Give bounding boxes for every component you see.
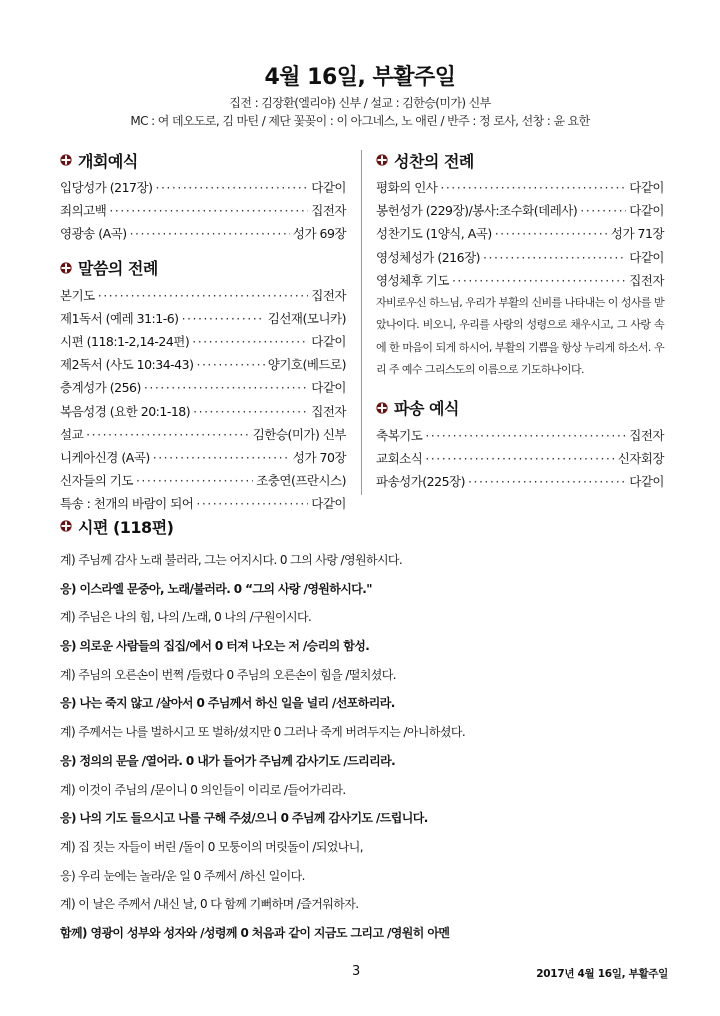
service-item-label: 영성체성가 (216장)	[376, 249, 481, 265]
credits-line-celebrant: 집전 : 김장환(엘리야) 신부 / 설교 : 김한승(미가) 신부	[229, 96, 491, 110]
service-item-label: 시편 (118:1-2,14-24편)	[60, 333, 190, 349]
service-item	[60, 423, 346, 446]
service-item-value: 집전자	[311, 203, 346, 219]
service-item	[376, 269, 664, 292]
service-item-value: 다같이	[629, 474, 664, 490]
service-item	[376, 176, 664, 199]
service-item-value: 집전자	[311, 403, 346, 419]
service-item-value: 김한승(미가) 신부	[252, 426, 346, 442]
service-item	[60, 176, 346, 199]
service-item-label: 니케아신경 (A곡)	[60, 449, 150, 465]
page-title: 4월 16일, 부활주일	[264, 65, 456, 90]
dot-leader	[425, 447, 614, 470]
service-item-label: 복음성경 (요한 20:1-18)	[60, 403, 191, 419]
dot-leader	[196, 353, 264, 376]
service-item	[60, 284, 346, 307]
dot-leader	[182, 307, 265, 330]
service-item-value: 다같이	[629, 180, 664, 195]
cross-icon	[376, 402, 388, 414]
service-item-value: 다같이	[311, 380, 346, 396]
service-item	[376, 199, 664, 222]
service-item	[376, 470, 664, 493]
service-item-value: 다같이	[311, 496, 346, 512]
psalm-line: 응) 이스라엘 문중아, 노래/불러라. 0 “그의 사랑 /영원하시다."	[60, 581, 372, 596]
dot-leader	[153, 446, 290, 469]
dot-leader	[468, 470, 626, 493]
service-item-value: 집전자	[629, 427, 664, 443]
service-item	[60, 353, 346, 376]
psalm-line: 계) 주님의 오른손이 번쩍 /들렸다 0 주님의 오른손이 힘을 /떨치셨다.	[60, 667, 396, 682]
psalm-line: 계) 주님은 나의 힘, 나의 /노래, 0 나의 /구원이시다.	[60, 610, 312, 625]
psalm-line: 계) 이 날은 주께서 /내신 날, 0 다 함께 기뻐하며 /즐거워하자.	[60, 897, 359, 912]
psalm-line: 응) 나는 죽지 않고 /살아서 0 주님께서 하신 일을 널리 /선포하리라.	[60, 696, 395, 711]
section-heading-opening	[60, 148, 346, 172]
service-item	[60, 446, 346, 469]
service-item-label: 영성체후 기도	[376, 272, 449, 288]
service-item-value: 성가 71장	[610, 226, 664, 242]
service-item-label: 영광송 (A곡)	[60, 226, 127, 242]
psalm-line: 계) 주님께 감사 노래 불러라, 그는 어지시다. 0 그의 사랑 /영원하시다.	[60, 553, 403, 567]
cross-icon	[376, 154, 388, 166]
cross-icon	[60, 520, 72, 532]
dot-leader	[580, 199, 626, 222]
section-title: 파송 예식	[394, 399, 459, 419]
service-item-label: 층계성가 (256)	[60, 380, 141, 396]
psalm-line: 응) 의로운 사람들의 집집/에서 0 터져 나오는 저 /승리의 함성.	[60, 639, 370, 654]
service-item-value: 다같이	[629, 249, 664, 265]
footer-date: 2017년 4월 16일, 부활주일	[536, 968, 668, 980]
left-column	[60, 148, 346, 515]
post-communion-prayer: 자비로우신 하느님, 우리가 부활의 신비를 나타내는 이 성사를 받았나이다. 비오니, 우리를 사랑의 성령으로 채우시고, 그 사랑 속에 한 마음이 되게 하시어, 부활의 기쁨을 항상 누리게 하소서. 우리 주 예수 그리스도의 이름으로 기도하나이다.	[376, 295, 664, 377]
section-heading-dismissal	[376, 396, 664, 420]
dot-leader	[155, 176, 308, 199]
psalm-line: 함께) 영광이 성부와 성자와 /성령께 0 처음과 같이 지금도 그리고 /영원히 아멘	[60, 925, 450, 940]
psalm-lines	[60, 546, 670, 948]
service-item	[376, 222, 664, 245]
service-item-label: 신자들의 기도	[60, 473, 133, 489]
dot-leader	[109, 199, 308, 222]
dismissal-list	[376, 424, 664, 494]
dot-leader	[196, 492, 308, 515]
service-item-label: 축복기도	[376, 427, 423, 443]
service-item-value: 김선재(모니카)	[267, 310, 346, 326]
service-item	[60, 376, 346, 399]
service-item-value: 조충연(프란시스)	[256, 473, 346, 489]
psalm-line: 계) 이것이 주님의 /문이니 0 의인들이 이리로 /들어가리라.	[60, 782, 346, 797]
service-item-value: 성가 69장	[292, 226, 346, 242]
service-item-label: 본기도	[60, 287, 95, 303]
opening-list	[60, 176, 346, 246]
service-item-value: 다같이	[311, 333, 346, 349]
dot-leader	[144, 376, 308, 399]
service-item-value: 다같이	[311, 180, 346, 195]
cross-icon	[60, 262, 72, 274]
section-heading-word	[60, 256, 346, 280]
page-number: 3	[352, 964, 361, 979]
service-item-value: 신자회장	[617, 451, 664, 467]
column-divider	[361, 150, 362, 495]
section-heading-eucharist	[376, 148, 664, 172]
dot-leader	[483, 246, 626, 269]
psalm-line: 응) 우리 눈에는 놀라/운 일 0 주께서 /하신 일이다.	[60, 868, 305, 883]
section-title: 시편 (118편)	[78, 517, 174, 537]
service-item-label: 죄의고백	[60, 203, 107, 219]
service-item	[60, 330, 346, 353]
section-title: 말씀의 전례	[78, 259, 158, 279]
service-item-value: 집전자	[629, 272, 664, 288]
service-item-label: 설교	[60, 426, 84, 442]
service-item-label: 성찬기도 (1양식, A곡)	[376, 226, 492, 242]
service-item	[60, 307, 346, 330]
section-title: 개회예식	[78, 151, 138, 171]
dot-leader	[452, 269, 626, 292]
service-item-value: 집전자	[311, 287, 346, 303]
dot-leader	[495, 222, 608, 245]
eucharist-list	[376, 176, 664, 292]
dot-leader	[440, 176, 626, 199]
service-item-label: 평화의 인사	[376, 180, 438, 195]
dot-leader	[193, 400, 308, 423]
service-item-value: 다같이	[629, 203, 664, 219]
right-column	[376, 148, 664, 494]
service-item	[60, 492, 346, 515]
dot-leader	[86, 423, 250, 446]
service-item-label: 입당성가 (217장)	[60, 180, 153, 195]
dot-leader	[192, 330, 308, 353]
credits-line-ministers: MC : 여 데오도로, 김 마틴 / 제단 꽃꽂이 : 이 아그네스, 노 애린 / 반주 : 정 로사, 선창 : 윤 요한	[130, 114, 590, 128]
section-heading-psalm	[60, 514, 670, 538]
service-item-label: 특송 : 천개의 바람이 되어	[60, 496, 194, 512]
service-item	[376, 447, 664, 470]
psalm-line: 계) 주께서는 나를 벌하시고 또 벌하/셨지만 0 그러나 죽게 버려두지는 /아니하셨다.	[60, 725, 466, 740]
service-item	[60, 222, 346, 245]
service-item	[60, 400, 346, 423]
cross-icon	[60, 154, 72, 166]
section-title: 성찬의 전례	[394, 151, 474, 171]
service-item-value: 양기호(베드로)	[267, 357, 346, 373]
service-item	[376, 424, 664, 447]
dot-leader	[136, 469, 253, 492]
service-item	[60, 199, 346, 222]
service-item-label: 파송성가(225장)	[376, 474, 465, 490]
service-item-value: 성가 70장	[292, 449, 346, 465]
service-item	[376, 246, 664, 269]
service-item-label: 제2독서 (사도 10:34-43)	[60, 357, 194, 373]
service-item-label: 봉헌성가 (229장)/봉사:조수화(데레사)	[376, 203, 578, 219]
psalm-line: 응) 나의 기도 들으시고 나를 구해 주셨/으니 0 주님께 감사기도 /드립니다.	[60, 811, 428, 826]
credits	[0, 94, 720, 130]
service-item-label: 교회소식	[376, 451, 423, 467]
dot-leader	[98, 284, 309, 307]
psalm-line: 응) 정의의 문을 /열어라. 0 내가 들어가 주님께 감사기도 /드리리라.	[60, 753, 396, 768]
dot-leader	[425, 424, 626, 447]
service-item	[60, 469, 346, 492]
service-item-label: 제1독서 (예레 31:1-6)	[60, 310, 179, 326]
psalm-section	[60, 514, 670, 948]
psalm-line: 계) 집 짓는 자들이 버린 /돌이 0 모퉁이의 머릿돌이 /되었나니,	[60, 839, 363, 854]
word-list	[60, 284, 346, 516]
dot-leader	[130, 222, 290, 245]
